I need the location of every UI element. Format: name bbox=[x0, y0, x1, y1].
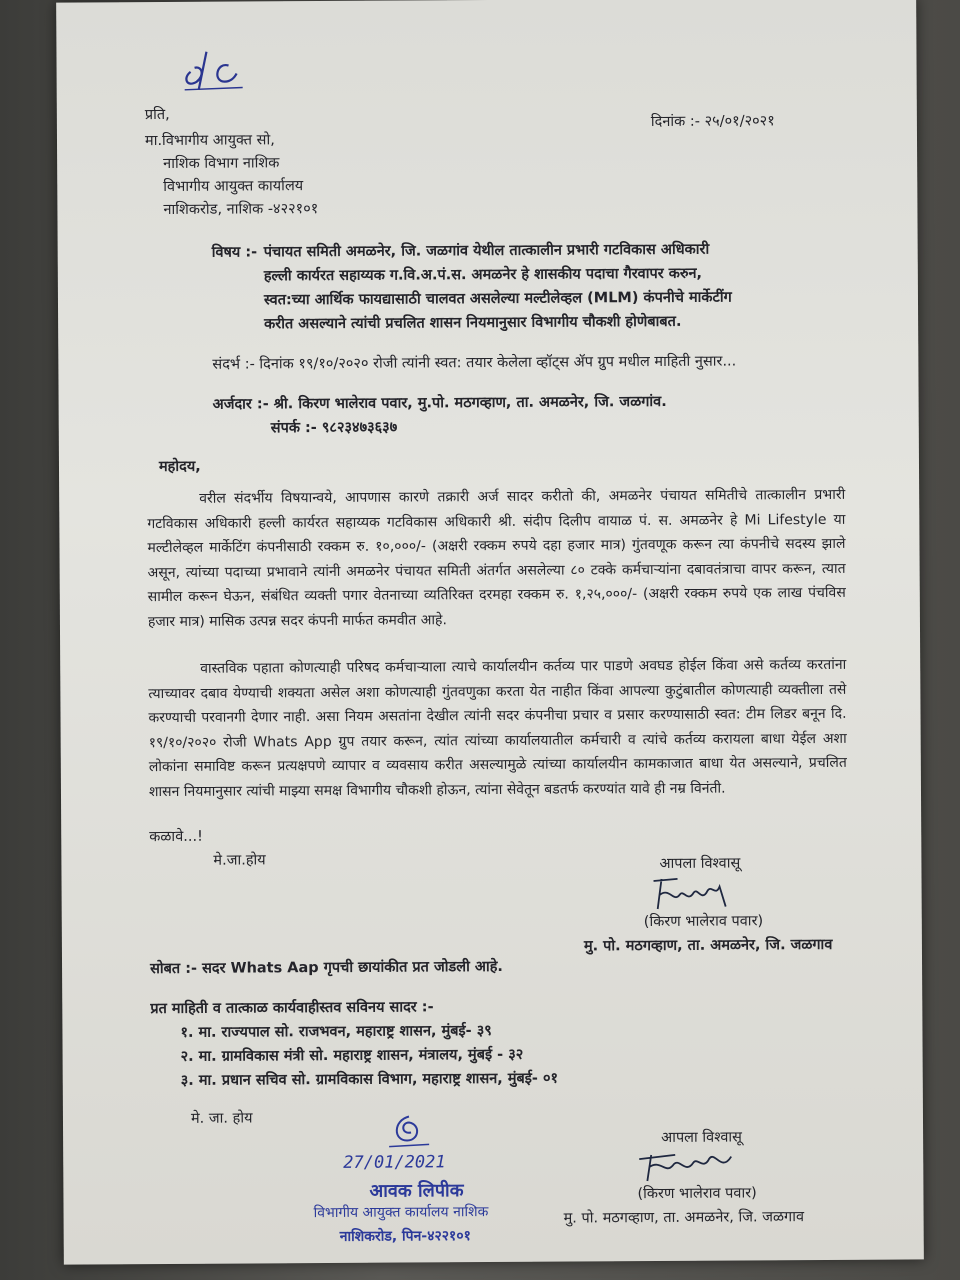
initials-scribble-icon bbox=[379, 1110, 439, 1152]
recipient-prefix: प्रति, bbox=[144, 106, 170, 124]
signer-name-second: (किरण भालेराव पवार) bbox=[637, 1185, 757, 1203]
stamp-scribble bbox=[379, 1110, 439, 1156]
subject-line-4: करीत असल्याने त्यांची प्रचलित शासन नियमानुसार विभागीय चौकशी होणेबाबत. bbox=[264, 313, 682, 333]
stamp-office: विभागीय आयुक्त कार्यालय नाशिक bbox=[313, 1204, 489, 1222]
signature-second bbox=[635, 1144, 745, 1189]
signature-scribble-icon bbox=[647, 872, 737, 913]
subject-line-3: स्वत:च्या आर्थिक फायद्यासाठी चालवत असलेल्या मल्टीलेव्हल (MLM) कंपनीचे मार्केटींग bbox=[263, 289, 732, 309]
handwritten-ok-mark-icon bbox=[176, 47, 256, 91]
signature-scribble-icon bbox=[635, 1144, 745, 1185]
mejahoy-second: मे. जा. होय bbox=[190, 1110, 253, 1127]
handwritten-mark bbox=[176, 47, 256, 95]
recipient-line-4: नाशिकरोड, नाशिक -४२२१०१ bbox=[163, 201, 319, 218]
yours-truly-second: आपला विश्वासू bbox=[661, 1129, 743, 1146]
subject-label: विषय :- bbox=[211, 244, 258, 261]
applicant-contact: संपर्क :- ९८२३४७३६३७ bbox=[270, 419, 398, 437]
copy-to-item-2: २. मा. ग्रामविकास मंत्री सो. महाराष्ट्र शासन, मंत्रालय, मुंबई - ३२ bbox=[180, 1046, 524, 1065]
reference-line: संदर्भ :- दिनांक १९/१०/२०२० रोजी त्यांनी स्वत: तयार केलेला व्हॉट्स ॲप ग्रुप मधील माहिती नुसार... bbox=[212, 353, 737, 373]
body-paragraph-2: वास्तविक पहाता कोणत्याही परिषद कर्मचाऱ्याला त्याचे कार्यालयीन कर्तव्य पार पाडणे अवघड होईल किंवा असे कर्तव्य करतांना त्याच्यावर दबाव येण्याची शक्यता असेल अशा कोणत्याही गुंतवणुका करता येत नाहीत किंवा आपल्या कुटुंबातील कोणत्याही व्यक्तीला तसे करण्याची परवानगी देणार नाही. असा नियम असतांना देखील त्यांनी सदर कंपनीचा प्रचार व प्रसार करण्यासाठी स्वत: टीम लिडर बनून दि. १९/१०/२०२० रोजी Whats App ग्रुप तयार करून, त्यांत त्यांच्या कार्यालयातील कर्मचारी व त्यांचे कर्तव्य करायला बाधा येईल अशा लोकांना समाविष्ट करून प्रत्यक्षपणे व्यापार व व्यवसाय करीत असल्यामुळे त्यांच्या कार्यालयीन कामकाजात बाधा येत असल्याने, प्रचलित शासन नियमानुसार त्यांची माझ्या समक्ष विभागीय चौकशी होऊन, त्यांना सेवेतून बडतर्फ करण्यांत यावे ही नम्र विनंती. bbox=[148, 656, 847, 800]
stamp-date: 27/01/2021 bbox=[343, 1152, 446, 1173]
body-paragraph-1: वरील संदर्भीय विषयान्वये, आपणास कारणे तक्रारी अर्ज सादर करीतो की, अमळनेर पंचायत समितीचे तात्कालीन प्रभारी गटविकास अधिकारी हल्ली कार्यरत सहाय्यक गटविकास अधिकारी श्री. संदीप दिलीप वायाळ पं. स. अमळनेर हे Mi Lifestyle या मल्टीलेव्हल मार्केटिंग कंपनीसाठी रक्कम रु. १०,०००/- (अक्षरी रक्कम रुपये दहा हजार मात्र) गुंतवणूक करून त्या कंपनीचे सदस्य झाले असून, त्यांच्या पदाच्या प्रभावाने त्यांनी अमळनेर पंचायत समिती अंतर्गत असलेल्या ८० टक्के कर्मचाऱ्यांना दबावतंत्राचा वापर करून, त्यात सामील करून घेऊन, संबंधित व्यक्ती पगार वेतनाच्या व्यतिरिक्त दरमहा रक्कम रु. १,२५,०००/- (अक्षरी रक्कम रुपये एक लाख पंचविस हजार मात्र) मासिक उत्पन्न सदर कंपनी मार्फत कमवीत आहे. bbox=[147, 486, 846, 630]
letter-date: दिनांक :- २५/०१/२०२१ bbox=[650, 113, 775, 131]
mejahoy-first: मे.जा.होय bbox=[213, 852, 266, 869]
signer-address-second: मु. पो. मठगव्हाण, ता. अमळनेर, जि. जळगाव bbox=[563, 1209, 805, 1227]
letter-page bbox=[56, 0, 924, 1265]
applicant-line: अर्जदार :- श्री. किरण भालेराव पवार, मु.पो. मठगव्हाण, ता. अमळनेर, जि. जळगांव. bbox=[212, 393, 667, 413]
recipient-line-2: नाशिक विभाग नाशिक bbox=[163, 155, 280, 172]
copy-to-heading: प्रत माहिती व तात्काळ कार्यवाहीस्तव सविनय सादर :- bbox=[150, 999, 434, 1018]
recipient-line-3: विभागीय आयुक्त कार्यालय bbox=[163, 178, 304, 195]
yours-truly-first: आपला विश्वासू bbox=[659, 855, 741, 872]
enclosure-line: सोबत :- सदर Whats Aap गृपची छायांकीत प्रत जोडली आहे. bbox=[150, 958, 503, 978]
salutation: महोदय, bbox=[158, 458, 201, 476]
stamp-title: आवक लिपीक bbox=[369, 1180, 464, 1202]
copy-to-item-1: १. मा. राज्यपाल सो. राजभवन, महाराष्ट्र शासन, मुंबई- ३९ bbox=[180, 1022, 492, 1041]
subject-line-2: हल्ली कार्यरत सहाय्यक ग.वि.अ.पं.स. अमळनेर हे शासकीय पदाचा गैरवापर करुन, bbox=[263, 265, 703, 285]
signer-address-first: मु. पो. मठगव्हाण, ता. अमळनेर, जि. जळगाव bbox=[583, 936, 833, 955]
stamp-address: नाशिकरोड, पिन-४२२१०१ bbox=[339, 1228, 471, 1245]
closing-line: कळावे...! bbox=[149, 828, 203, 846]
subject-line-1: पंचायत समिती अमळनेर, जि. जळगांव येथील तात्कालीन प्रभारी गटविकास अधिकारी bbox=[263, 241, 710, 261]
signature-first bbox=[647, 872, 737, 917]
copy-to-item-3: ३. मा. प्रधान सचिव सो. ग्रामविकास विभाग, महाराष्ट्र शासन, मुंबई- ०१ bbox=[180, 1070, 559, 1089]
signer-name-first: (किरण भालेराव पवार) bbox=[643, 913, 764, 931]
recipient-line-1: मा.विभागीय आयुक्त सो, bbox=[144, 132, 275, 150]
